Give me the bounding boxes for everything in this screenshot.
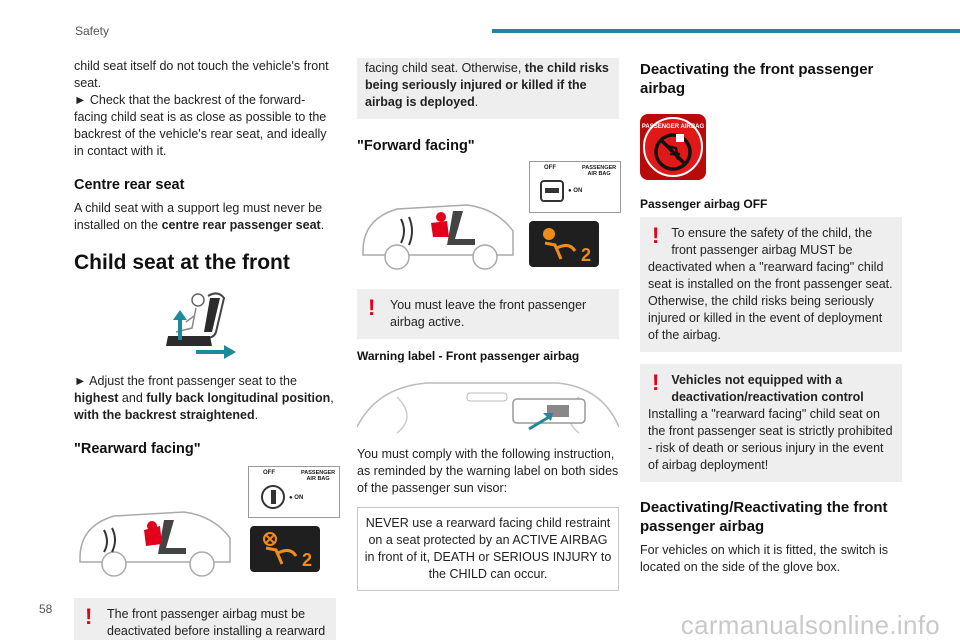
rearward-figure <box>74 464 336 584</box>
header-accent-bar <box>492 29 960 33</box>
airbag-on-lamp-icon <box>529 221 599 267</box>
warning-exclamation-icon: ! <box>652 370 660 395</box>
warning-continued: facing child seat. Otherwise, the child risks being seriously injured or killed if the airbag is deployed. <box>357 58 619 119</box>
airbag-switch-on-panel <box>529 161 621 213</box>
warning-exclamation-icon: ! <box>652 223 660 248</box>
passenger-airbag-off-icon <box>640 114 706 180</box>
switch-on-label: ● ON <box>568 188 583 194</box>
heading-centre-rear-seat: Centre rear seat <box>74 177 185 193</box>
airbag-off-lamp-icon <box>250 526 320 572</box>
switch-off-label: OFF <box>263 470 275 476</box>
heading-deactivating-reactivating: Deactivating/Reactivating the front passenger airbag <box>640 499 888 535</box>
car-side-rearward-icon <box>74 486 234 582</box>
switch-title: PASSENGER AIR BAG <box>582 165 617 177</box>
passenger-airbag-off-label: Passenger airbag OFF <box>640 197 768 211</box>
seat-adjust-icon <box>146 288 246 360</box>
warning-label-title: Warning label - Front passenger airbag <box>357 349 580 363</box>
heading-child-seat-front: Child seat at the front <box>74 251 290 274</box>
airbag-on-warning-lamp <box>529 221 599 267</box>
paragraph-backrest-check: ► Check that the backrest of the forward-facing child seat is as close as possible to the backrest of the vehicle's rear seat, and ideally in contact with it. <box>74 93 327 158</box>
paragraph-seat-contact: child seat itself do not touch the vehicle's front seat. <box>74 59 329 90</box>
column-3 <box>640 58 902 576</box>
paragraph-switch-location: For vehicles on which it is fitted, the switch is located on the side of the glove box. <box>640 543 889 574</box>
warning-must-deactivate: ! To ensure the safety of the child, the front passenger airbag MUST be deactivated when a "rearward facing" child seat is installed on the front passenger seat. Otherwise, the child risks being seriously injured or killed in the event of deployment of the airbag. <box>640 217 902 352</box>
airbag-switch-off-panel <box>248 466 340 518</box>
warning-exclamation-icon: ! <box>85 604 93 629</box>
column-2 <box>357 58 619 591</box>
roundel-text: PASSENGER AIRBAG <box>641 124 705 130</box>
switch-off-label: OFF <box>544 165 556 171</box>
heading-forward-facing: "Forward facing" <box>357 138 475 154</box>
switch-on-label: ● ON <box>289 495 304 501</box>
paragraph-adjust-seat: ► Adjust the front passenger seat to the highest and fully back longitudinal position, with the backrest straightened. <box>74 374 334 422</box>
forward-figure <box>357 161 619 273</box>
warning-deactivate-before-rearward: ! The front passenger airbag must be deactivated before installing a rearward <box>74 598 336 640</box>
watermark: carmanualsonline.info <box>680 610 940 640</box>
lamp-digit: 2 <box>581 245 592 265</box>
paragraph-comply-instruction: You must comply with the following instruction, as reminded by the warning label on both sides of the passenger sun visor: <box>357 447 619 495</box>
sun-visor-notice: NEVER use a rearward facing child restraint on a seat protected by an ACTIVE AIRBAG in front of it, DEATH or SERIOUS INJURY to the CHILD can occur. <box>357 507 619 591</box>
switch-knob-icon <box>261 485 285 509</box>
airbag-off-warning-lamp <box>250 526 320 572</box>
heading-deactivating-airbag: Deactivating the front passenger airbag <box>640 61 874 97</box>
heading-rearward-facing: "Rearward facing" <box>74 441 201 457</box>
section-title: Safety <box>75 24 110 38</box>
warning-not-equipped: ! Vehicles not equipped with a deactivation/reactivation control Installing a "rearward facing" child seat on the front passenger seat is strictly prohibited - risk of death or serious injury in the event of airbag deployment! <box>640 364 902 482</box>
warning-exclamation-icon: ! <box>368 295 376 320</box>
sun-visor-illustration <box>357 377 619 435</box>
column-1 <box>74 58 336 640</box>
switch-title: PASSENGER AIR BAG <box>301 470 336 482</box>
lamp-digit: 2 <box>302 550 313 570</box>
switch-knob-icon <box>540 180 564 202</box>
paragraph-support-leg: A child seat with a support leg must never be installed on the centre rear passenger seat. <box>74 201 325 232</box>
warning-leave-airbag-active: ! You must leave the front passenger airbag active. <box>357 289 619 339</box>
car-side-forward-icon <box>357 179 517 275</box>
page-number: 58 <box>39 602 53 616</box>
